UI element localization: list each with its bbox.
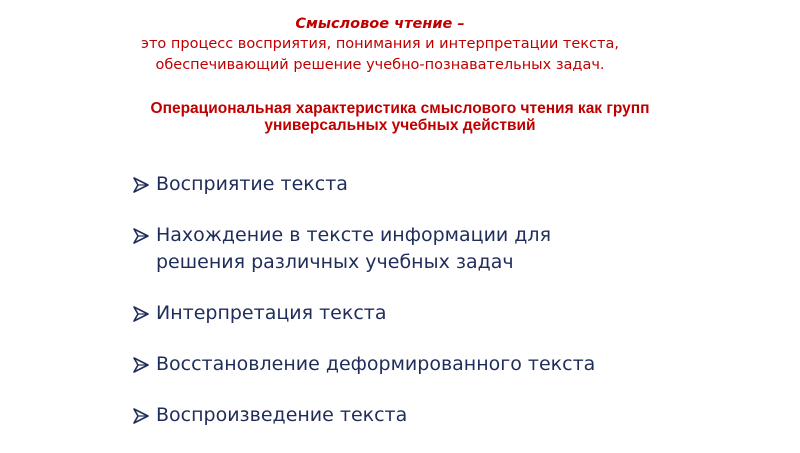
bullet-list bbox=[132, 171, 752, 453]
section-heading-line-1: Операциональная характеристика смыслового чтения как групп bbox=[150, 100, 650, 117]
bullet-text: Нахождение в тексте информации для решения различных учебных задач bbox=[156, 224, 552, 273]
bullet-item bbox=[132, 171, 752, 198]
bullet-text: Интерпретация текста bbox=[156, 302, 387, 324]
bullet-item bbox=[132, 351, 752, 378]
section-heading-line-2: универсальных учебных действий bbox=[264, 117, 536, 134]
definition-text-line-2: обеспечивающий решение учебно-познавательных задач. bbox=[155, 57, 605, 73]
arrow-bullet-icon bbox=[132, 222, 156, 249]
definition-block bbox=[100, 14, 660, 76]
bullet-item bbox=[132, 222, 752, 276]
bullet-text: Воспроизведение текста bbox=[156, 404, 408, 426]
bullet-item bbox=[132, 402, 752, 429]
bullet-item bbox=[132, 300, 752, 327]
arrow-bullet-icon bbox=[132, 351, 156, 378]
bullet-text: Восстановление деформированного текста bbox=[156, 353, 596, 375]
definition-term: Смысловое чтение – bbox=[295, 16, 465, 32]
bullet-text: Восприятие текста bbox=[156, 173, 348, 195]
arrow-bullet-icon bbox=[132, 300, 156, 327]
arrow-bullet-icon bbox=[132, 171, 156, 198]
section-heading bbox=[120, 100, 680, 134]
arrow-bullet-icon bbox=[132, 402, 156, 429]
definition-text-line-1: это процесс восприятия, понимания и интерпретации текста, bbox=[141, 36, 619, 52]
